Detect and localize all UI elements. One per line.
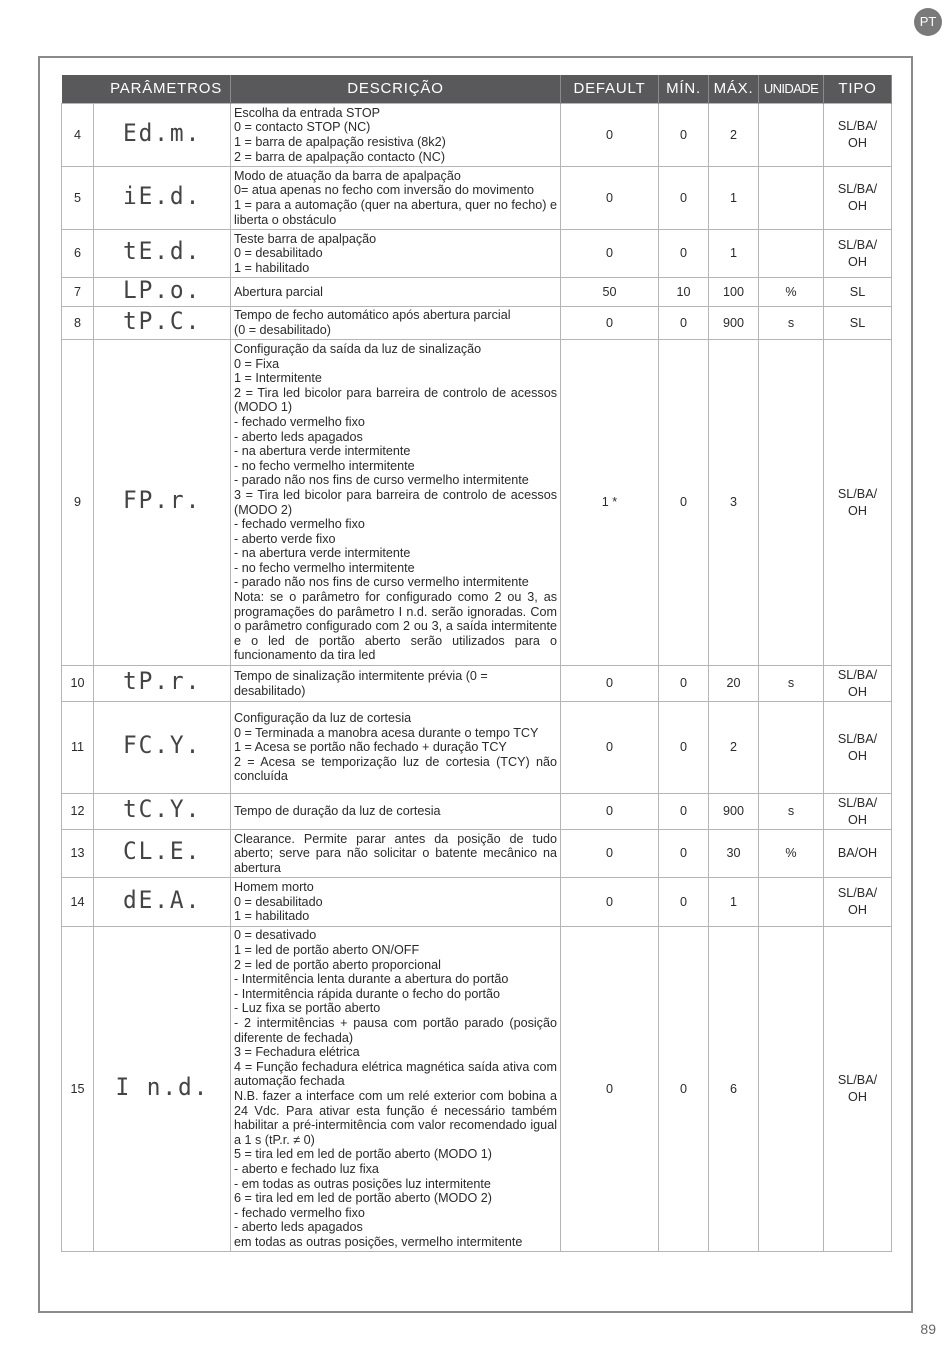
description-cell: [231, 104, 561, 167]
max-value: 30: [709, 830, 759, 878]
description-cell: [231, 927, 561, 1252]
header-unidade: UNIDADE: [759, 75, 824, 104]
description-cell: [231, 307, 561, 340]
parameter-display-code: LP.o.: [122, 275, 202, 304]
default-value: 0: [561, 927, 659, 1252]
table-row: [62, 104, 892, 167]
description-line: Tempo de duração da luz de cortesia: [234, 804, 441, 819]
row-number: 6: [62, 230, 94, 278]
unit-value: s: [759, 794, 824, 830]
table-row: [62, 878, 892, 927]
description-line: - no fecho vermelho intermitente: [234, 458, 415, 473]
parameter-display-code: FP.r.: [122, 486, 202, 515]
table-row: [62, 794, 892, 830]
parameter-code-cell: [94, 878, 231, 927]
description-line: 1 = Acesa se portão não fechado + duração TCY: [234, 740, 507, 755]
description-cell: [231, 666, 561, 702]
max-value: 2: [709, 104, 759, 167]
description-line: 0 = Terminada a manobra acesa durante o tempo TCY: [234, 725, 539, 740]
type-value: SL/BA/ OH: [824, 666, 892, 702]
max-value: 1: [709, 230, 759, 278]
table-header-row: [62, 75, 892, 104]
row-number: 8: [62, 307, 94, 340]
parameter-code-cell: [94, 666, 231, 702]
default-value: 0: [561, 307, 659, 340]
description-line: em todas as outras posições, vermelho intermitente: [234, 1234, 523, 1249]
min-value: 0: [659, 666, 709, 702]
min-value: 0: [659, 230, 709, 278]
table-row: [62, 167, 892, 230]
min-value: 0: [659, 927, 709, 1252]
page-number: 89: [920, 1321, 936, 1337]
parameter-code-cell: [94, 340, 231, 666]
min-value: 10: [659, 278, 709, 307]
min-value: 0: [659, 878, 709, 927]
description-line: - aberto e fechado luz fixa: [234, 1161, 379, 1176]
parameter-code-cell: [94, 275, 231, 307]
max-value: 1: [709, 167, 759, 230]
description-line: - aberto verde fixo: [234, 531, 336, 546]
max-value: 3: [709, 340, 759, 666]
unit-value: %: [759, 278, 824, 307]
parameter-display-code: tC.Y.: [122, 795, 202, 824]
description-line: - fechado vermelho fixo: [234, 517, 365, 532]
description-line: 1 = led de portão aberto ON/OFF: [234, 943, 420, 958]
description-line: 2 = barra de apalpação contacto (NC): [234, 149, 446, 164]
type-value: BA/OH: [824, 830, 892, 878]
description-line: - fechado vermelho fixo: [234, 1205, 365, 1220]
type-value: SL/BA/ OH: [824, 878, 892, 927]
description-line: 2 = Acesa se temporização luz de cortesia (TCY) não concluída: [234, 754, 557, 784]
unit-value: %: [759, 830, 824, 878]
max-value: 900: [709, 794, 759, 830]
type-value: SL/BA/ OH: [824, 104, 892, 167]
description-line: 5 = tira led em led de portão aberto (MODO 1): [234, 1147, 492, 1162]
description-line: - no fecho vermelho intermitente: [234, 560, 415, 575]
description-line: - Intermitência rápida durante o fecho do portão: [234, 986, 501, 1001]
description-line: Abertura parcial: [234, 284, 323, 299]
description-line: 2 = Tira led bicolor para barreira de controlo de acessos (MODO 1): [234, 385, 557, 415]
row-number: 10: [62, 666, 94, 702]
description-line: Nota: se o parâmetro for configurado como 2 ou 3, as programações do parâmetro I n.d. serão ignoradas. Com o parâmetro configurado com 2 ou 3, a saída intermitente e o led de portão aberto serão utilizados para o funcionamento da tira led: [234, 590, 557, 663]
description-line: 0 = desabilitado: [234, 894, 323, 909]
header-min: MÍN.: [659, 75, 709, 104]
unit-value: [759, 104, 824, 167]
description-line: 1 = para a automação (quer na abertura, quer no fecho) e liberta o obstáculo: [234, 198, 557, 227]
header-tipo: TIPO: [824, 75, 892, 104]
description-cell: [231, 878, 561, 927]
description-line: - Intermitência lenta durante a abertura do portão: [234, 972, 509, 987]
parameter-display-code: tP.C.: [122, 306, 202, 335]
description-line: 3 = Tira led bicolor para barreira de controlo de acessos (MODO 2): [234, 487, 557, 517]
table-row: [62, 666, 892, 702]
row-number: 9: [62, 340, 94, 666]
type-value: SL: [824, 307, 892, 340]
max-value: 100: [709, 278, 759, 307]
parameter-display-code: dE.A.: [122, 885, 202, 914]
default-value: 0: [561, 167, 659, 230]
header-descricao: DESCRIÇÃO: [231, 75, 561, 104]
min-value: 0: [659, 167, 709, 230]
description-cell: [231, 794, 561, 830]
type-value: SL/BA/ OH: [824, 340, 892, 666]
description-line: 4 = Função fechadura elétrica magnética saída ativa com automação fechada: [234, 1059, 557, 1089]
table-row: [62, 830, 892, 878]
min-value: 0: [659, 830, 709, 878]
parameter-display-code: Ed.m.: [122, 118, 202, 147]
description-line: Configuração da saída da luz de sinalização: [234, 341, 482, 356]
description-line: 0 = contacto STOP (NC): [234, 120, 371, 135]
description-cell: [231, 278, 561, 307]
language-badge: PT: [914, 8, 942, 36]
description-line: Configuração da luz de cortesia: [234, 711, 412, 726]
parameter-display-code: iE.d.: [122, 181, 202, 210]
description-line: - Luz fixa se portão aberto: [234, 1001, 381, 1016]
parameter-code-cell: [94, 794, 231, 830]
description-line: (0 = desabilitado): [234, 323, 331, 337]
min-value: 0: [659, 340, 709, 666]
unit-value: [759, 878, 824, 927]
max-value: 900: [709, 307, 759, 340]
unit-value: [759, 230, 824, 278]
default-value: 50: [561, 278, 659, 307]
parameter-code-cell: [94, 104, 231, 167]
row-number: 5: [62, 167, 94, 230]
max-value: 2: [709, 702, 759, 794]
row-number: 11: [62, 702, 94, 794]
row-number: 7: [62, 278, 94, 307]
unit-value: s: [759, 666, 824, 702]
description-line: 0 = desabilitado: [234, 246, 323, 261]
table-row: [62, 927, 892, 1252]
unit-value: [759, 702, 824, 794]
description-line: - na abertura verde intermitente: [234, 546, 411, 561]
default-value: 1 *: [561, 340, 659, 666]
description-cell: [231, 340, 561, 666]
parameter-code-cell: [94, 830, 231, 878]
description-line: 0 = Fixa: [234, 356, 280, 371]
description-line: - aberto leds apagados: [234, 1220, 363, 1235]
type-value: SL/BA/ OH: [824, 927, 892, 1252]
description-cell: [231, 830, 561, 878]
min-value: 0: [659, 307, 709, 340]
max-value: 1: [709, 878, 759, 927]
description-line: 0 = desativado: [234, 928, 317, 943]
description-line: - parado não nos fins de curso vermelho intermitente: [234, 473, 529, 488]
type-value: SL/BA/ OH: [824, 230, 892, 278]
default-value: 0: [561, 878, 659, 927]
default-value: 0: [561, 702, 659, 794]
description-line: Teste barra de apalpação: [234, 231, 377, 246]
description-line: 1 = habilitado: [234, 909, 310, 924]
row-number: 13: [62, 830, 94, 878]
max-value: 6: [709, 927, 759, 1252]
description-line: - aberto leds apagados: [234, 429, 363, 444]
header-parametros: PARÂMETROS: [62, 75, 231, 104]
parameter-code-cell: [94, 927, 231, 1252]
description-line: - em todas as outras posições luz intermitente: [234, 1176, 491, 1191]
description-line: Tempo de sinalização intermitente prévia (0 = desabilitado): [234, 668, 488, 698]
table-row: [62, 230, 892, 278]
parameter-code-cell: [94, 702, 231, 794]
min-value: 0: [659, 702, 709, 794]
type-value: SL/BA/ OH: [824, 702, 892, 794]
description-cell: [231, 702, 561, 794]
description-line: Clearance. Permite parar antes da posição de tudo aberto; serve para não solicitar o batente mecânico na abertura: [234, 831, 557, 875]
parameter-display-code: FC.Y.: [122, 731, 202, 760]
row-number: 15: [62, 927, 94, 1252]
table-row: [62, 702, 892, 794]
parameter-code-cell: [94, 307, 231, 340]
row-number: 14: [62, 878, 94, 927]
description-line: 1 = Intermitente: [234, 371, 322, 386]
parameters-table: [61, 75, 892, 1252]
unit-value: s: [759, 307, 824, 340]
table-row: [62, 340, 892, 666]
type-value: SL/BA/ OH: [824, 794, 892, 830]
unit-value: [759, 340, 824, 666]
default-value: 0: [561, 230, 659, 278]
unit-value: [759, 167, 824, 230]
parameter-code-cell: [94, 167, 231, 230]
description-line: 0= atua apenas no fecho com inversão do movimento: [234, 183, 534, 198]
description-cell: [231, 167, 561, 230]
type-value: SL/BA/ OH: [824, 167, 892, 230]
description-line: - na abertura verde intermitente: [234, 444, 411, 459]
description-line: - fechado vermelho fixo: [234, 414, 365, 429]
description-line: 1 = habilitado: [234, 260, 310, 275]
table-row: [62, 278, 892, 307]
parameter-display-code: tP.r.: [122, 667, 202, 696]
default-value: 0: [561, 104, 659, 167]
parameter-display-code: CL.E.: [122, 837, 202, 866]
default-value: 0: [561, 794, 659, 830]
row-number: 4: [62, 104, 94, 167]
table-body: [62, 104, 892, 1252]
description-cell: [231, 230, 561, 278]
description-line: - 2 intermitências + pausa com portão parado (posição diferente de fechada): [234, 1016, 557, 1045]
min-value: 0: [659, 794, 709, 830]
header-max: MÁX.: [709, 75, 759, 104]
description-line: 3 = Fechadura elétrica: [234, 1045, 360, 1060]
parameter-display-code: I n.d.: [115, 1072, 209, 1101]
description-line: Homem morto: [234, 880, 314, 895]
description-line: Tempo de fecho automático após abertura parcial: [234, 308, 511, 323]
header-default: DEFAULT: [561, 75, 659, 104]
table-row: [62, 307, 892, 340]
max-value: 20: [709, 666, 759, 702]
min-value: 0: [659, 104, 709, 167]
parameter-display-code: tE.d.: [122, 237, 202, 266]
default-value: 0: [561, 666, 659, 702]
description-line: 6 = tira led em led de portão aberto (MODO 2): [234, 1191, 492, 1206]
description-line: 2 = led de portão aberto proporcional: [234, 957, 441, 972]
unit-value: [759, 927, 824, 1252]
description-line: - parado não nos fins de curso vermelho intermitente: [234, 575, 529, 590]
parameter-code-cell: [94, 230, 231, 278]
type-value: SL: [824, 278, 892, 307]
row-number: 12: [62, 794, 94, 830]
description-line: N.B. fazer a interface com um relé exterior com bobina a 24 Vdc. Para ativar esta função é necessário também habilitar a pré-intermitência com valor recomendado igual a 1 s (tP.r. ≠ 0): [234, 1089, 557, 1147]
description-line: 1 = barra de apalpação resistiva (8k2): [234, 135, 446, 149]
default-value: 0: [561, 830, 659, 878]
description-line: Modo de atuação da barra de apalpação: [234, 168, 461, 183]
description-line: Escolha da entrada STOP: [234, 105, 381, 120]
